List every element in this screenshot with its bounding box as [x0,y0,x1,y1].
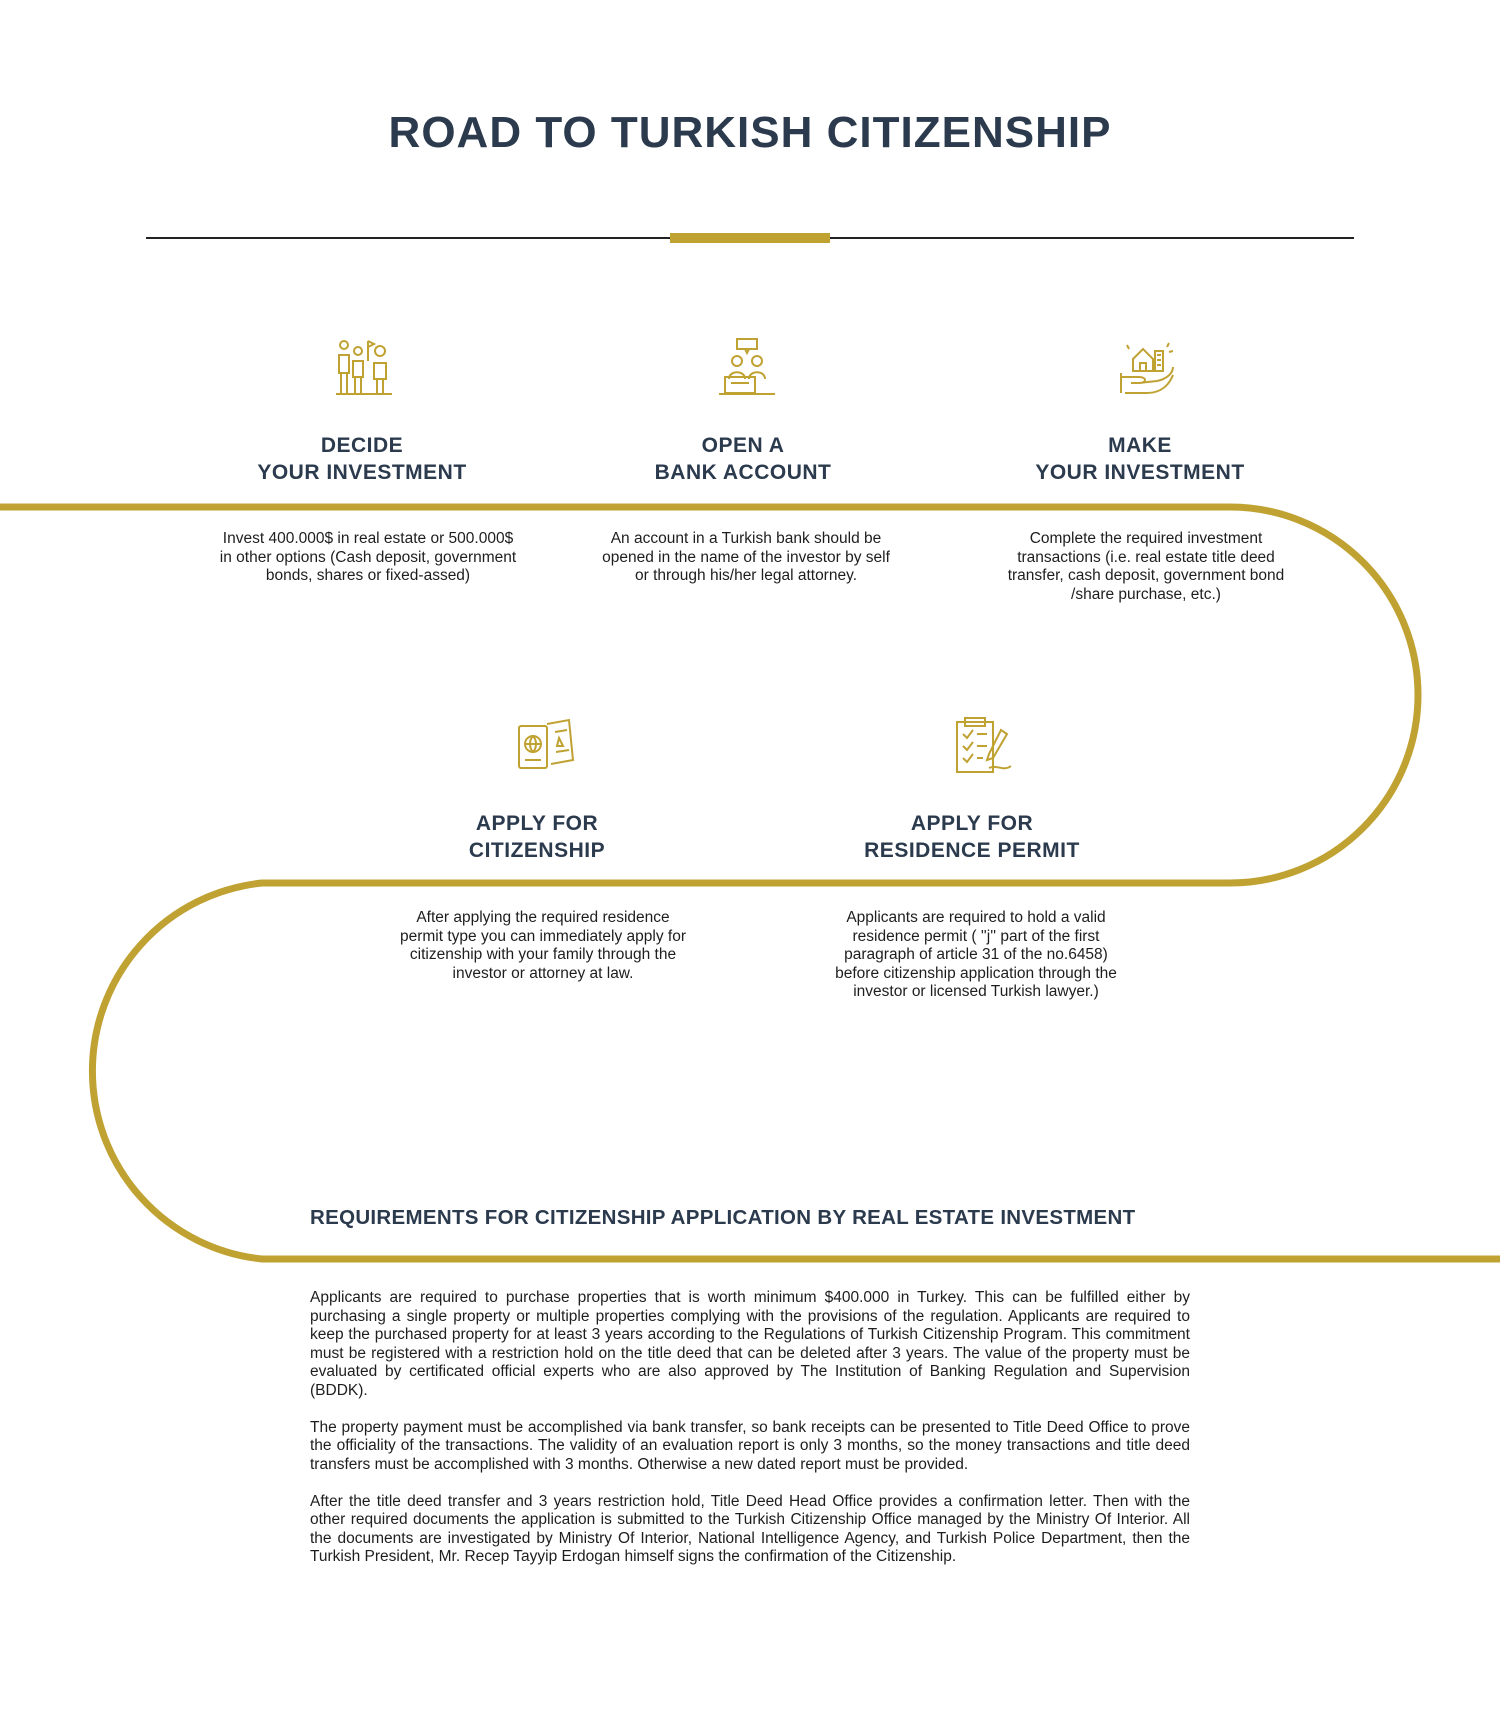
hand-property-icon [1117,337,1177,397]
bank-desk-icon [717,337,777,397]
requirements-title: REQUIREMENTS FOR CITIZENSHIP APPLICATION BY REAL ESTATE INVESTMENT [310,1206,1136,1229]
step-desc-apply-residence-permit: Applicants are required to hold a valid residence permit ( ''j'' part of the first paragraph of article 31 of the no.6458) before citizenship application through the investor or licensed Turkish lawyer.) [835,909,1117,1000]
document-sign-icon [953,716,1013,776]
step-title-apply-residence-permit: APPLY FOR RESIDENCE PERMIT [864,812,1080,862]
requirements-body [310,1289,1190,1585]
passport-icon [515,716,575,776]
step-desc-make-investment: Complete the required investment transactions (i.e. real estate title deed transfer, cash deposit, government bond /share purchase, etc.) [1007,530,1285,603]
requirements-paragraph: The property payment must be accomplished via bank transfer, so bank receipts can be presented to Title Deed Office to prove the officiality of the transactions. The validity of an evaluation report is only 3 months, so the money transactions and title deed transfers must be accomplished with 3 months. Otherwise a new dated report must be provided. [310,1418,1190,1473]
step-title-decide-investment: DECIDE YOUR INVESTMENT [257,434,467,484]
step-desc-apply-citizenship: After applying the required residence permit type you can immediately apply for citizenship with your family through the investor or attorney at law. [399,909,687,982]
requirements-paragraph: After the title deed transfer and 3 years restriction hold, Title Deed Head Office provides a confirmation letter. Then with the other required documents the application is submitted to the Turkish Citizenship Office managed by the Ministry Of Interior. All the documents are investigated by Ministry Of Interior, National Intelligence Agency, and Turkish Police Department, then the Turkish President, Mr. Recep Tayyip Erdogan himself signs the confirmation of the Citizenship. [310,1492,1190,1565]
step-title-apply-citizenship: APPLY FOR CITIZENSHIP [468,812,606,862]
step-desc-decide-investment: Invest 400.000$ in real estate or 500.000$ in other options (Cash deposit, government bonds, shares or fixed-assed) [219,530,517,584]
step-title-open-bank-account: OPEN A BANK ACCOUNT [654,434,832,484]
step-title-make-investment: MAKE YOUR INVESTMENT [1035,434,1245,484]
requirements-paragraph: Applicants are required to purchase properties that is worth minimum $400.000 in Turkey. This can be fulfilled either by purchasing a single property or multiple properties complying with the provisions of the regulation. Applicants are required to keep the purchased property for at least 3 years according to the Regulations of Turkish Citizenship Program. This commitment must be registered with a restriction hold on the title deed that can be deleted after 3 years. The value of the property must be evaluated by certificated official experts who are also approved by The Institution of Banking Regulation and Supervision (BDDK). [310,1289,1190,1399]
family-icon [334,337,394,397]
step-desc-open-bank-account: An account in a Turkish bank should be opened in the name of the investor by self or through his/her legal attorney. [602,530,890,584]
page-title: ROAD TO TURKISH CITIZENSHIP [388,108,1112,157]
